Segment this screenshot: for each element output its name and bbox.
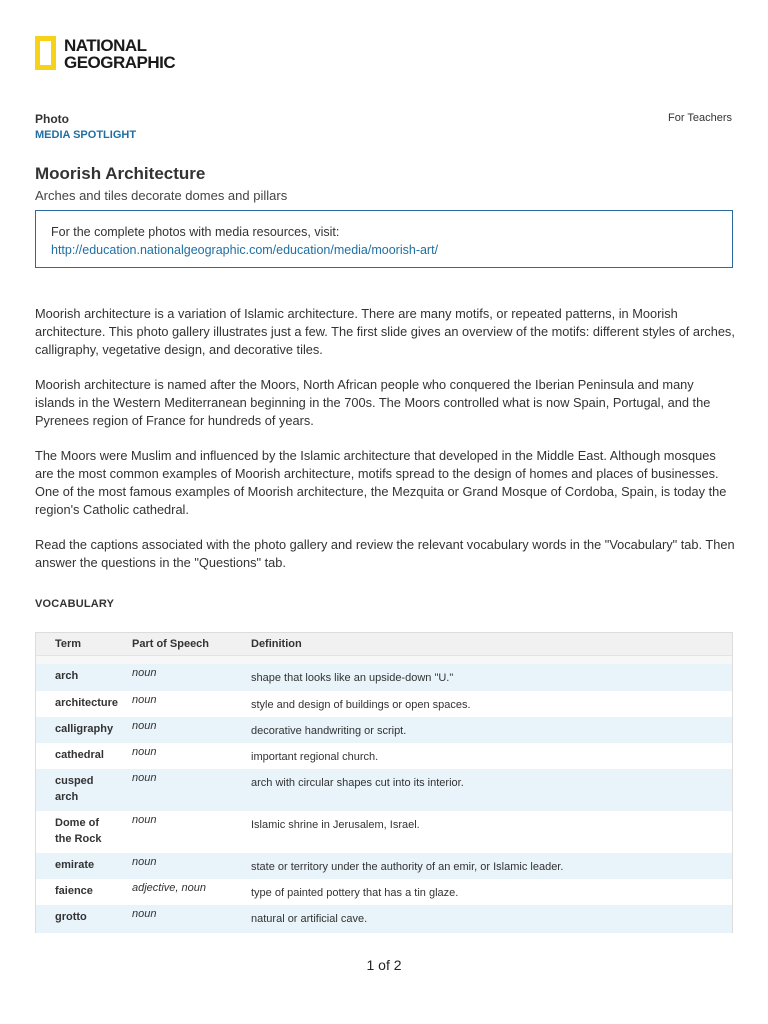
media-resources-notice	[35, 210, 733, 268]
logo-line-1: NATIONAL	[64, 36, 147, 55]
column-header-part-of-speech: Part of Speech	[132, 638, 210, 650]
logo-text	[64, 37, 175, 71]
definition-cell: style and design of buildings or open spaces.	[251, 699, 471, 711]
section-label[interactable]: MEDIA SPOTLIGHT	[35, 129, 137, 141]
pos-cell: noun	[132, 772, 157, 784]
table-row	[36, 879, 732, 905]
table-row	[36, 691, 732, 717]
paragraph: Moorish architecture is a variation of Islamic architecture. There are many motifs, or repeated patterns, in Moorish architecture. This photo gallery illustrates just a few. The first slide gives an overview of the motifs: different styles of arches, calligraphy, vegetative design, and decorative tiles.	[35, 306, 735, 357]
term-cell: emirate	[55, 859, 95, 871]
vocabulary-table	[35, 632, 733, 933]
term-cell: cusped arch	[55, 775, 94, 803]
paragraph: Read the captions associated with the photo gallery and review the relevant vocabulary words in the "Vocabulary" tab. Then answer the questions in the "Questions" tab.	[35, 537, 735, 570]
definition-cell: state or territory under the authority of an emir, or Islamic leader.	[251, 861, 564, 873]
definition-cell: Islamic shrine in Jerusalem, Israel.	[251, 819, 420, 831]
vocabulary-heading: VOCABULARY	[35, 598, 115, 610]
table-row	[36, 811, 732, 853]
media-resources-link[interactable]: http://education.nationalgeographic.com/education/media/moorish-art/	[51, 243, 439, 257]
table-row	[36, 664, 732, 691]
paragraph: Moorish architecture is named after the Moors, North African people who conquered the Iberian Peninsula and many islands in the Western Mediterranean beginning in the 700s. The Moors controlled what is now Spain, Portugal, and the Pyrenees region of France for hundreds of years.	[35, 377, 711, 428]
table-row	[36, 905, 732, 933]
definition-cell: type of painted pottery that has a tin glaze.	[251, 887, 459, 899]
pos-cell: noun	[132, 746, 157, 758]
content-type-label: Photo	[35, 112, 69, 126]
definition-cell: important regional church.	[251, 751, 379, 763]
term-cell: calligraphy	[55, 723, 114, 735]
column-header-definition: Definition	[251, 638, 302, 650]
definition-cell: arch with circular shapes cut into its interior.	[251, 777, 464, 789]
pos-cell: noun	[132, 908, 157, 920]
yellow-border-icon	[35, 36, 56, 70]
page-subtitle: Arches and tiles decorate domes and pillars	[35, 188, 288, 203]
pos-cell: noun	[132, 814, 157, 826]
paragraph: The Moors were Muslim and influenced by the Islamic architecture that developed in the Middle East. Although mosques are the most common examples of Moorish architecture, motifs spread to the design of homes and places of businesses. One of the most famous examples of Moorish architecture, the Mezquita or Grand Mosque of Cordoba, Spain, is today the region's Catholic cathedral.	[35, 448, 727, 517]
term-cell: faience	[55, 885, 93, 897]
table-row	[36, 853, 732, 879]
article-body	[35, 305, 735, 589]
term-cell: cathedral	[55, 749, 104, 761]
logo-line-2: GEOGRAPHIC	[64, 53, 176, 72]
table-row	[36, 717, 732, 743]
pos-cell: noun	[132, 694, 157, 706]
pos-cell: noun	[132, 720, 157, 732]
term-cell: architecture	[55, 697, 118, 709]
table-header	[36, 633, 732, 656]
pos-cell: adjective, noun	[132, 882, 206, 894]
notice-text: For the complete photos with media resources, visit:	[51, 225, 340, 239]
for-teachers-link[interactable]: For Teachers	[668, 112, 732, 124]
definition-cell: decorative handwriting or script.	[251, 725, 407, 737]
page-indicator: 1 of 2	[366, 957, 402, 973]
table-spacer	[36, 656, 732, 664]
definition-cell: natural or artificial cave.	[251, 913, 368, 925]
pos-cell: noun	[132, 856, 157, 868]
term-cell: arch	[55, 670, 79, 682]
table-row	[36, 743, 732, 769]
term-cell: Dome of the Rock	[55, 817, 102, 845]
pos-cell: noun	[132, 667, 157, 679]
table-row	[36, 769, 732, 811]
page-title: Moorish Architecture	[35, 164, 206, 183]
national-geographic-logo	[35, 36, 175, 71]
term-cell: grotto	[55, 911, 87, 923]
definition-cell: shape that looks like an upside-down "U."	[251, 672, 454, 684]
column-header-term: Term	[55, 638, 82, 650]
